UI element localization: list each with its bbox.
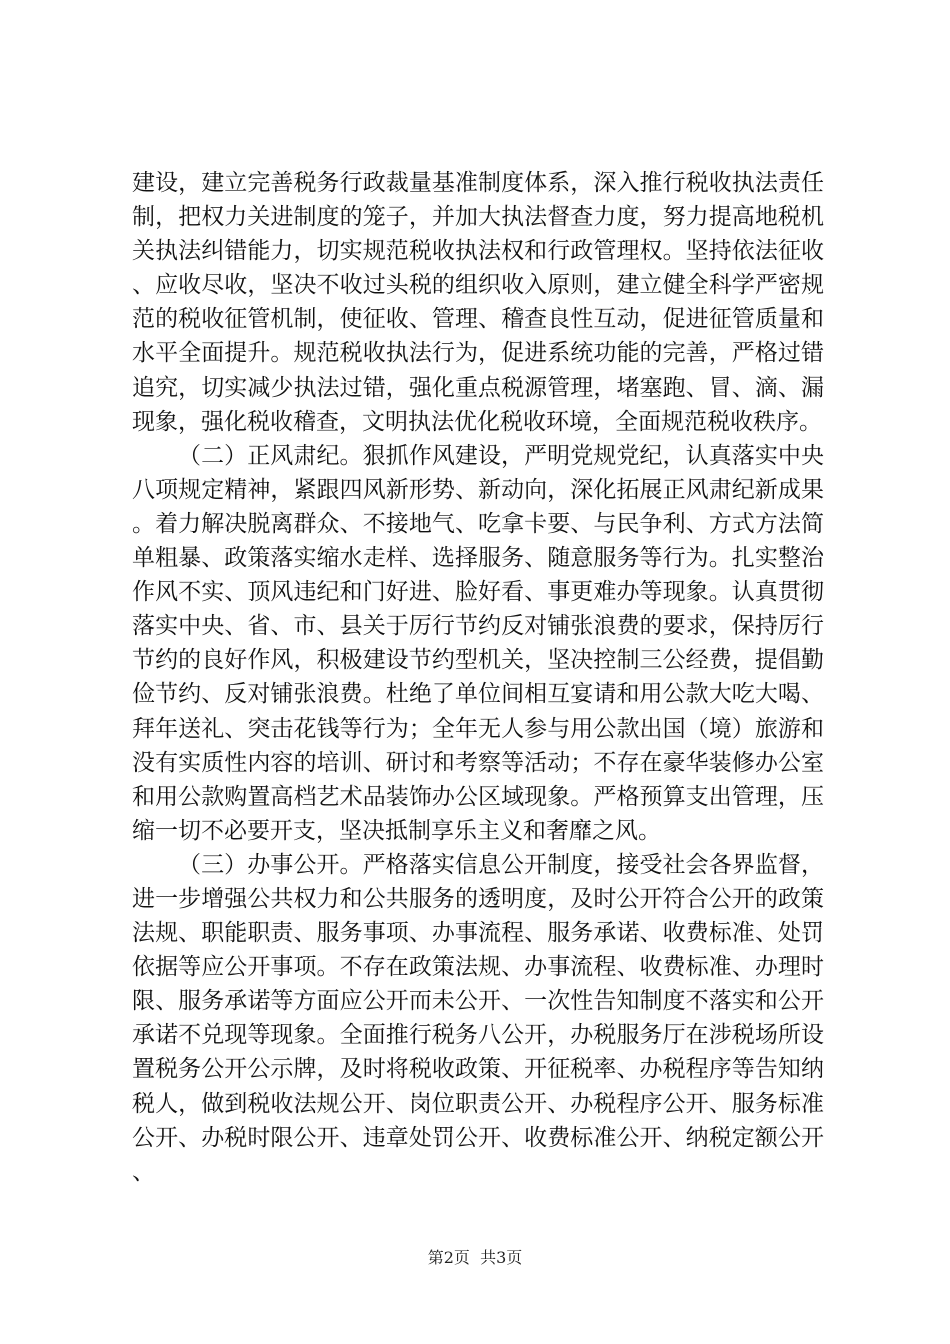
paragraph-zhengfeng-suji: （二）正风肃纪。狠抓作风建设，严明党规党纪，认真落实中央八项规定精神，紧跟四风新形势、新动向，深化拓展正风肃纪新成果。着力解决脱离群众、不接地气、吃拿卡要、与民争利、方式方法简单粗暴、政策落实缩水走样、选择服务、随意服务等行为。扎实整治作风不实、顶风违纪和门好进、脸好看、事更难办等现象。认真贯彻落实中央、省、市、县关于厉行节约反对铺张浪费的要求，保持厉行节约的良好作风，积极建设节约型机关，坚决控制三公经费，提倡勤俭节约、反对铺张浪费。杜绝了单位间相互宴请和用公款大吃大喝、拜年送礼、突击花钱等行为；全年无人参与用公款出国（境）旅游和没有实质性内容的培训、研讨和考察等活动；不存在豪华装修办公室和用公款购置高档艺术品装饰办公区域现象。严格预算支出管理，压缩一切不必要开支，坚决抵制享乐主义和奢靡之风。 bbox=[132, 442, 824, 844]
document-body bbox=[132, 166, 824, 1189]
page-number-footer: 第2页 共3页 bbox=[427, 1248, 523, 1267]
paragraph-banshi-gongkai: （三）办事公开。严格落实信息公开制度，接受社会各界监督，进一步增强公共权力和公共服务的透明度，及时公开符合公开的政策法规、职能职责、服务事项、办事流程、服务承诺、收费标准、处罚依据等应公开事项。不存在政策法规、办事流程、收费标准、办理时限、服务承诺等方面应公开而未公开、一次性告知制度不落实和公开承诺不兑现等现象。全面推行税务八公开，办税服务厅在涉税场所设置税务公开公示牌，及时将税收政策、开征税率、办税程序等告知纳税人，做到税收法规公开、岗位职责公开、办税程序公开、服务标准公开、办税时限公开、违章处罚公开、收费标准公开、纳税定额公开、 bbox=[132, 851, 824, 1185]
paragraph-continued: 建设，建立完善税务行政裁量基准制度体系，深入推行税收执法责任制，把权力关进制度的笼子，并加大执法督查力度，努力提高地税机关执法纠错能力，切实规范税收执法权和行政管理权。坚持依法征收、应收尽收，坚决不收过头税的组织收入原则，建立健全科学严密规范的税收征管机制，使征收、管理、稽查良性互动，促进征管质量和水平全面提升。规范税收执法行为，促进系统功能的完善，严格过错追究，切实减少执法过错，强化重点税源管理，堵塞跑、冒、滴、漏现象，强化税收稽查，文明执法优化税收环境，全面规范税收秩序。 bbox=[132, 170, 824, 435]
